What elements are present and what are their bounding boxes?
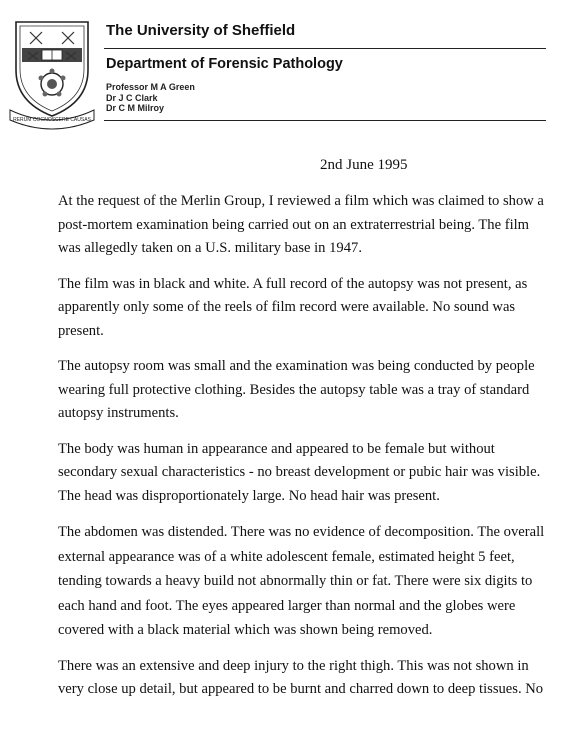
text-line: secondary sexual characteristics - no breast development or pubic hair was visible. bbox=[58, 464, 541, 480]
header-rule bbox=[104, 48, 546, 49]
staff-name: Dr J C Clark bbox=[106, 92, 158, 103]
header-rule-bottom bbox=[104, 120, 546, 121]
text-line: present. bbox=[58, 322, 104, 339]
crest-motto: RERUM COGNOSCERE CAUSAS bbox=[13, 117, 91, 123]
text-line: wearing full protective clothing. Besides the autopsy table was a tray of standard bbox=[58, 381, 530, 398]
paragraph bbox=[58, 190, 554, 261]
text-line: The autopsy room was small and the examination was being conducted by people bbox=[58, 358, 535, 374]
text-line: post-mortem examination being carried out on an extraterrestrial being. The film bbox=[58, 216, 530, 233]
letter-body bbox=[58, 190, 554, 714]
letter-date: 2nd June 1995 bbox=[320, 157, 408, 173]
paragraph bbox=[58, 520, 554, 643]
staff-name: Dr C M Milroy bbox=[106, 103, 165, 113]
paragraph bbox=[58, 273, 554, 344]
text-line: autopsy instruments. bbox=[58, 405, 179, 421]
staff-list bbox=[106, 82, 195, 114]
text-line: very close up detail, but appeared to be burnt and charred down to deep tissues. No bbox=[58, 681, 544, 697]
text-line: each hand and foot. The eyes appeared larger than normal and the globes were bbox=[58, 597, 516, 614]
text-line: external appearance was of a white adolescent female, estimated height 5 feet, bbox=[58, 548, 515, 565]
university-name: The University of Sheffield bbox=[106, 22, 296, 39]
text-line: tending towards a heavy build not abnormally thin or fat. There were six digits to bbox=[58, 573, 533, 589]
text-line: At the request of the Merlin Group, I reviewed a film which was claimed to show a bbox=[58, 193, 544, 209]
text-line: covered with a black material which was shown being removed. bbox=[58, 622, 433, 638]
text-line: The abdomen was distended. There was no evidence of decomposition. The overall bbox=[58, 524, 545, 540]
text-line: apparently only some of the reels of film record were available. No sound was bbox=[58, 299, 516, 315]
text-line: There was an extensive and deep injury to the right thigh. This was not shown in bbox=[58, 657, 529, 674]
department-name: Department of Forensic Pathology bbox=[106, 56, 343, 72]
text-line: The film was in black and white. A full record of the autopsy was not present, as bbox=[58, 275, 528, 292]
text-line: The head was disproportionately large. No head hair was present. bbox=[58, 487, 440, 504]
text-line: was allegedly taken on a U.S. military base in 1947. bbox=[58, 240, 362, 256]
text-line: The body was human in appearance and appeared to be female but without bbox=[58, 440, 495, 457]
paragraph bbox=[58, 438, 554, 509]
staff-name: Professor M A Green bbox=[106, 82, 195, 92]
paragraph bbox=[58, 355, 554, 426]
paragraph bbox=[58, 655, 554, 702]
university-crest-logo bbox=[6, 8, 98, 134]
